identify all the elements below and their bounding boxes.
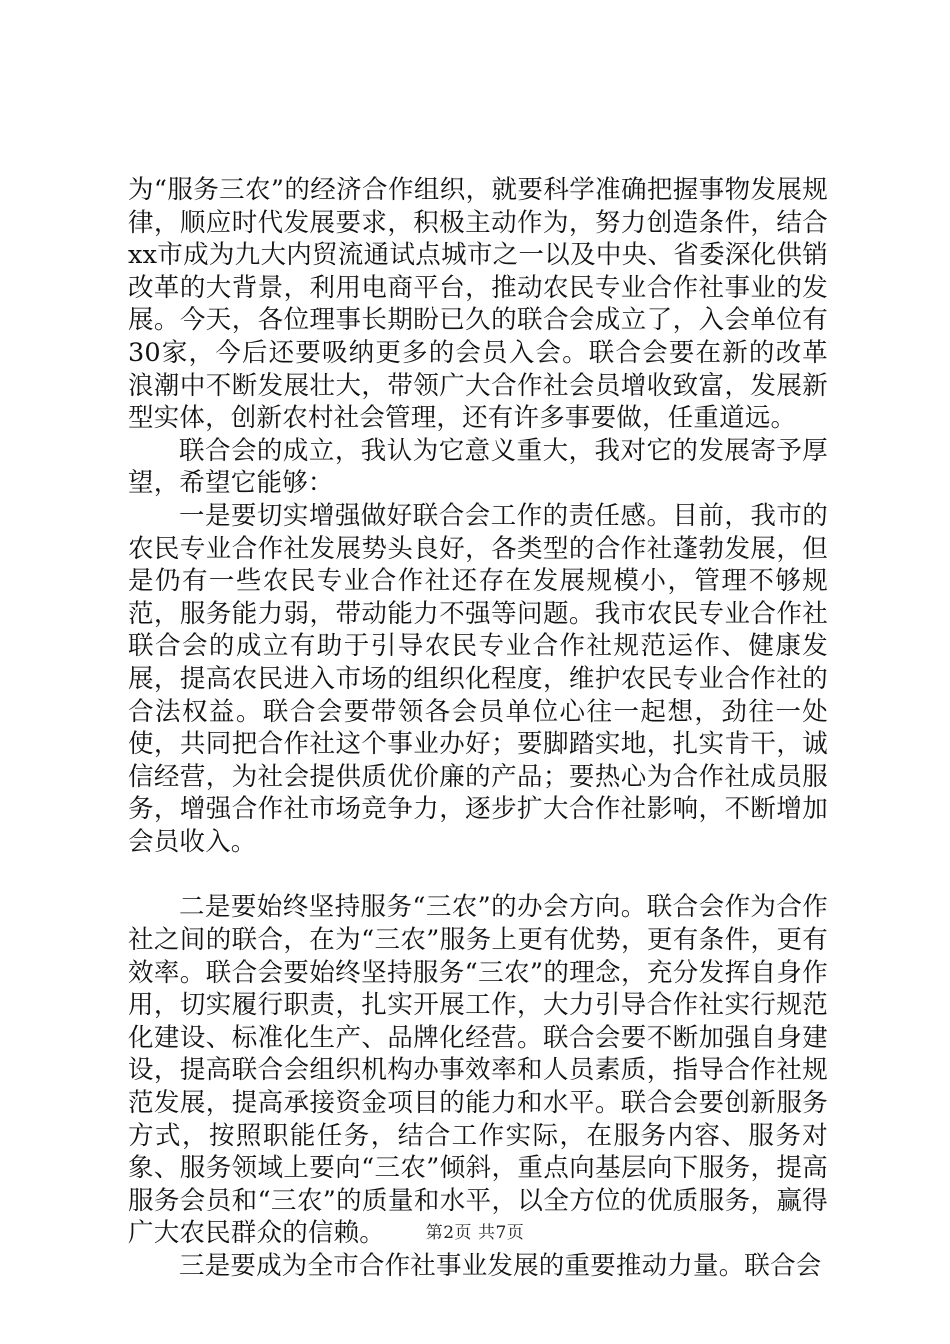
- document-body: [128, 174, 828, 1283]
- paragraph-significance: 联合会的成立，我认为它意义重大，我对它的发展寄予厚望，希望它能够：: [128, 435, 828, 499]
- paragraph-gap: [128, 858, 828, 891]
- paragraph-point-one: 一是要切实增强做好联合会工作的责任感。目前，我市的农民专业合作社发展势头良好，各类型的合作社蓬勃发展，但是仍有一些农民专业合作社还存在发展规模小，管理不够规范，服务能力弱，带动能力不强等问题。我市农民专业合作社联合会的成立有助于引导农民专业合作社规范运作、健康发展，提高农民进入市场的组织化程度，维护农民专业合作社的合法权益。联合会要带领各会员单位心往一起想，劲往一处使，共同把合作社这个事业办好；要脚踏实地，扎实肯干，诚信经营，为社会提供质优价廉的产品；要热心为合作社成员服务，增强合作社市场竞争力，逐步扩大合作社影响，不断增加会员收入。: [128, 500, 828, 857]
- page-footer: 第2页 共7页: [425, 1223, 525, 1243]
- paragraph-continuation: 为“服务三农”的经济合作组织，就要科学准确把握事物发展规律，顺应时代发展要求，积极主动作为，努力创造条件，结合xx市成为九大内贸流通试点城市之一以及中央、省委深化供销改革的大背景，利用电商平台，推动农民专业合作社事业的发展。今天，各位理事长期盼已久的联合会成立了，入会单位有30家，今后还要吸纳更多的会员入会。联合会要在新的改革浪潮中不断发展壮大，带领广大合作社会员增收致富，发展新型实体，创新农村社会管理，还有许多事要做，任重道远。: [128, 175, 828, 434]
- paragraph-point-three: 三是要成为全市合作社事业发展的重要推动力量。联合会: [179, 1251, 822, 1281]
- paragraph-point-two: 二是要始终坚持服务“三农”的办会方向。联合会作为合作社之间的联合，在为“三农”服务上更有优势，更有条件，更有效率。联合会要始终坚持服务“三农”的理念，充分发挥自身作用，切实履行职责，扎实开展工作，大力引导合作社实行规范化建设、标准化生产、品牌化经营。联合会要不断加强自身建设，提高联合会组织机构办事效率和人员素质，指导合作社规范发展，提高承接资金项目的能力和水平。联合会要创新服务方式，按照职能任务，结合工作实际，在服务内容、服务对象、服务领域上要向“三农”倾斜，重点向基层向下服务，提高服务会员和“三农”的质量和水平，以全方位的优质服务，赢得广大农民群众的信赖。: [128, 892, 828, 1249]
